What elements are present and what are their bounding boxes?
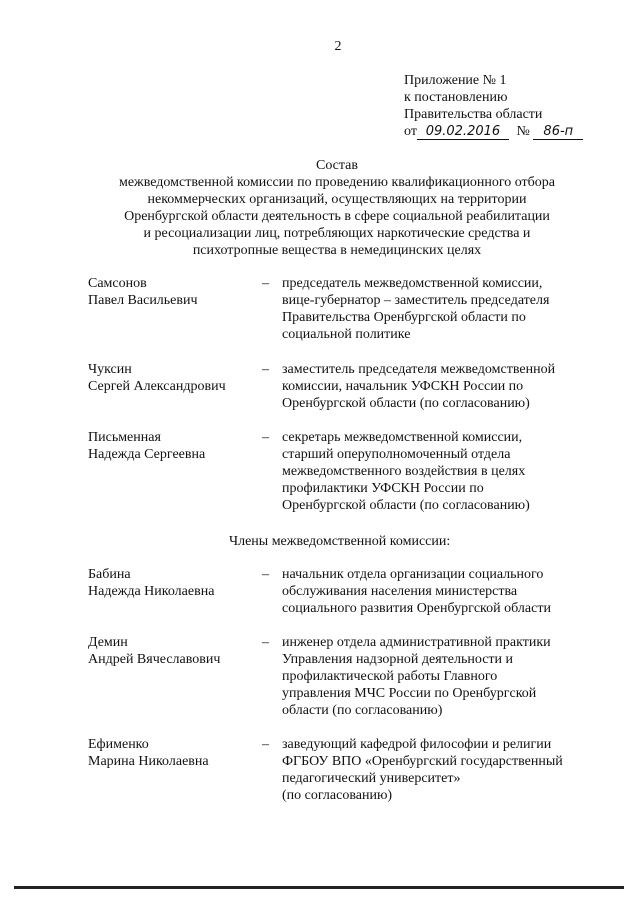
- surname: Самсонов: [88, 276, 147, 291]
- title-heading: Состав: [315, 158, 358, 173]
- role-line: вице-губернатор – заместитель председателя: [282, 293, 550, 308]
- role-line: ФГБОУ ВПО «Оренбургский государственный: [282, 754, 563, 769]
- person-name: [88, 736, 258, 770]
- handwritten-number: 86-п: [533, 125, 583, 140]
- given-name: Сергей Александрович: [88, 379, 226, 394]
- role-description: [282, 634, 592, 719]
- surname: Бабина: [88, 567, 131, 582]
- dash: –: [262, 635, 269, 650]
- role-line: Правительства Оренбургской области по: [282, 310, 526, 325]
- appendix-line: к постановлению: [404, 90, 508, 105]
- role-line: начальник отдела организации социального: [282, 567, 544, 582]
- role-line: межведомственного воздействия в целях: [282, 464, 526, 479]
- role-line: профилактической работы Главного: [282, 669, 498, 684]
- appendix-date-line: [404, 123, 634, 140]
- person-name: [88, 429, 258, 463]
- person-name: [88, 566, 258, 600]
- role-line: профилактики УФСКН России по: [282, 481, 484, 496]
- role-description: [282, 736, 592, 804]
- title-line: психотропные вещества в немедицинских целях: [192, 243, 482, 258]
- document-title: [92, 157, 582, 259]
- role-line: Оренбургской области (по согласованию): [282, 498, 530, 513]
- given-name: Андрей Вячеславович: [88, 652, 221, 667]
- dash: –: [262, 430, 269, 445]
- role-line: заместитель председателя межведомственной: [282, 362, 556, 377]
- title-line: Оренбургской области деятельность в сфере социальной реабилитации: [124, 209, 550, 224]
- role-line: социальной политике: [282, 327, 411, 342]
- role-line: Оренбургской области (по согласованию): [282, 396, 530, 411]
- person-name: [88, 361, 258, 395]
- handwritten-date: 09.02.2016: [417, 125, 509, 140]
- role-line: Управления надзорной деятельности и: [282, 652, 514, 667]
- surname: Письменная: [88, 430, 161, 445]
- appendix-header: [404, 72, 634, 140]
- dash: –: [262, 276, 269, 291]
- appendix-line: Правительства области: [404, 107, 543, 122]
- role-line: председатель межведомственной комиссии,: [282, 276, 543, 291]
- role-line: инженер отдела административной практики: [282, 635, 551, 650]
- person-name: [88, 634, 258, 668]
- role-description: [282, 275, 592, 343]
- role-line: заведующий кафедрой философии и религии: [282, 737, 552, 752]
- page-bottom-rule: [14, 886, 624, 889]
- person-name: [88, 275, 258, 309]
- dash: –: [262, 567, 269, 582]
- role-line: (по согласованию): [282, 788, 393, 803]
- given-name: Марина Николаевна: [88, 754, 209, 769]
- surname: Демин: [88, 635, 128, 650]
- given-name: Надежда Сергеевна: [88, 447, 206, 462]
- role-description: [282, 361, 592, 412]
- title-line: межведомственной комиссии по проведению квалификационного отбора: [118, 175, 556, 190]
- role-line: области (по согласованию): [282, 703, 443, 718]
- role-line: комиссии, начальник УФСКН России по: [282, 379, 524, 394]
- role-line: обслуживания населения министерства: [282, 584, 518, 599]
- role-line: педагогический университет»: [282, 771, 461, 786]
- role-line: старший оперуполномоченный отдела: [282, 447, 511, 462]
- members-heading: Члены межведомственной комиссии:: [229, 534, 451, 549]
- dash: –: [262, 362, 269, 377]
- given-name: Надежда Николаевна: [88, 584, 215, 599]
- role-description: [282, 429, 592, 514]
- role-line: управления МЧС России по Оренбургской: [282, 686, 537, 701]
- given-name: Павел Васильевич: [88, 293, 198, 308]
- appendix-line: Приложение № 1: [404, 73, 507, 88]
- number-label: №: [516, 124, 530, 139]
- dash: –: [262, 737, 269, 752]
- role-line: секретарь межведомственной комиссии,: [282, 430, 523, 445]
- page-number: 2: [334, 39, 342, 54]
- title-line: некоммерческих организаций, осуществляющих на территории: [147, 192, 527, 207]
- surname: Ефименко: [88, 737, 149, 752]
- title-line: и ресоциализации лиц, потребляющих наркотические средства и: [143, 226, 531, 241]
- from-label: от: [404, 124, 417, 139]
- role-description: [282, 566, 592, 617]
- role-line: социального развития Оренбургской области: [282, 601, 551, 616]
- surname: Чуксин: [88, 362, 132, 377]
